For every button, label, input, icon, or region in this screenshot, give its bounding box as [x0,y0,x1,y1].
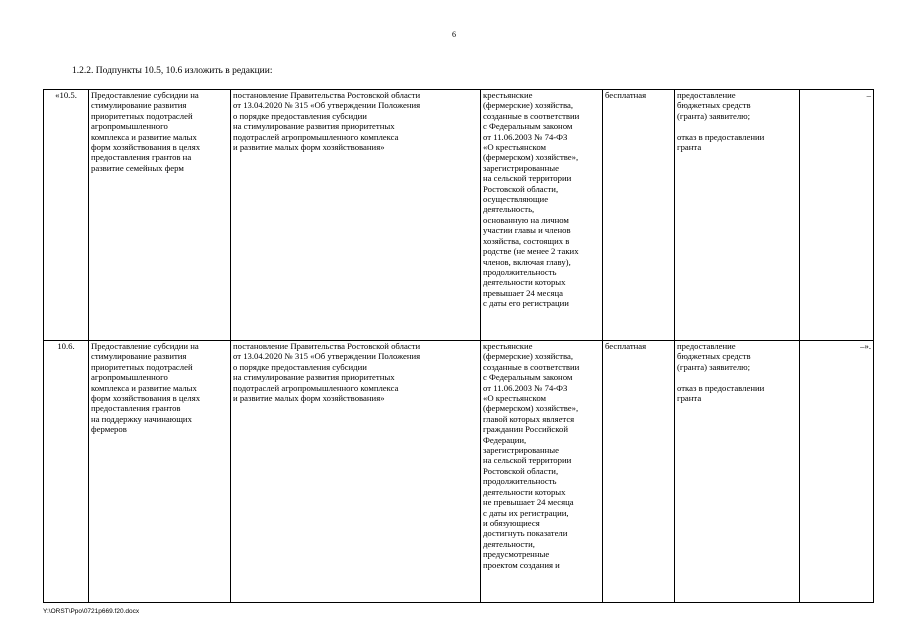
row-number: 10.6. [44,341,89,603]
intro-paragraph: 1.2.2. Подпункты 10.5, 10.6 изложить в редакции: [72,66,273,76]
page-number: 6 [452,30,456,39]
recipients-cell: крестьянские (фермерские) хозяйства, созданные в соответствии с Федеральным законом от 11.06.2003 № 74-ФЗ «О крестьянском (фермерском) хозяйстве», главой которых является гражданин Российской Федерации, зарегистрированные на сельской территории Ростовской области, продолжительность деятельности которых не превышает 24 месяца с даты их регистрации, и обязующиеся достигнуть показатели деятельности, предусмотренные проектом создания и [481,341,603,603]
service-name-cell: Предоставление субсидии на стимулирование развития приоритетных подотраслей агропромышленного комплекса и развитие малых форм хозяйствования в целях предоставления грантов на поддержку начинающих фермеров [89,341,231,603]
table-row [44,341,874,603]
row-number: «10.5. [44,90,89,341]
cost-cell: бесплатная [603,341,675,603]
regulation-cell: постановление Правительства Ростовской области от 13.04.2020 № 315 «Об утверждении Положения о порядке предоставления субсидии на стимулирование развития приоритетных подотраслей агропромышленного комплекса и развитие малых форм хозяйствования» [231,341,481,603]
result-cell: предоставление бюджетных средств (гранта) заявителю; отказ в предоставлении гранта [675,90,800,341]
last-cell: –». [800,341,874,603]
cost-cell: бесплатная [603,90,675,341]
last-cell: – [800,90,874,341]
recipients-cell: крестьянские (фермерские) хозяйства, созданные в соответствии с Федеральным законом от 11.06.2003 № 74-ФЗ «О крестьянском (фермерском) хозяйстве», зарегистрированные на сельской территории Ростовской области, осуществляющие деятельность, основанную на личном участии главы и членов хозяйства, состоящих в родстве (не менее 2 таких членов, включая главу), продолжительность деятельности которых превышает 24 месяца с даты его регистрации [481,90,603,341]
result-cell: предоставление бюджетных средств (гранта) заявителю; отказ в предоставлении гранта [675,341,800,603]
footer-file-path: Y:\ORST\Ppo\0721p669.f20.docx [43,608,140,615]
table-row [44,90,874,341]
services-table [43,89,874,603]
regulation-cell: постановление Правительства Ростовской области от 13.04.2020 № 315 «Об утверждении Положения о порядке предоставления субсидии на стимулирование развития приоритетных подотраслей агропромышленного комплекса и развитие малых форм хозяйствования» [231,90,481,341]
service-name-cell: Предоставление субсидии на стимулирование развития приоритетных подотраслей агропромышленного комплекса и развитие малых форм хозяйствования в целях предоставления грантов на развитие семейных ферм [89,90,231,341]
